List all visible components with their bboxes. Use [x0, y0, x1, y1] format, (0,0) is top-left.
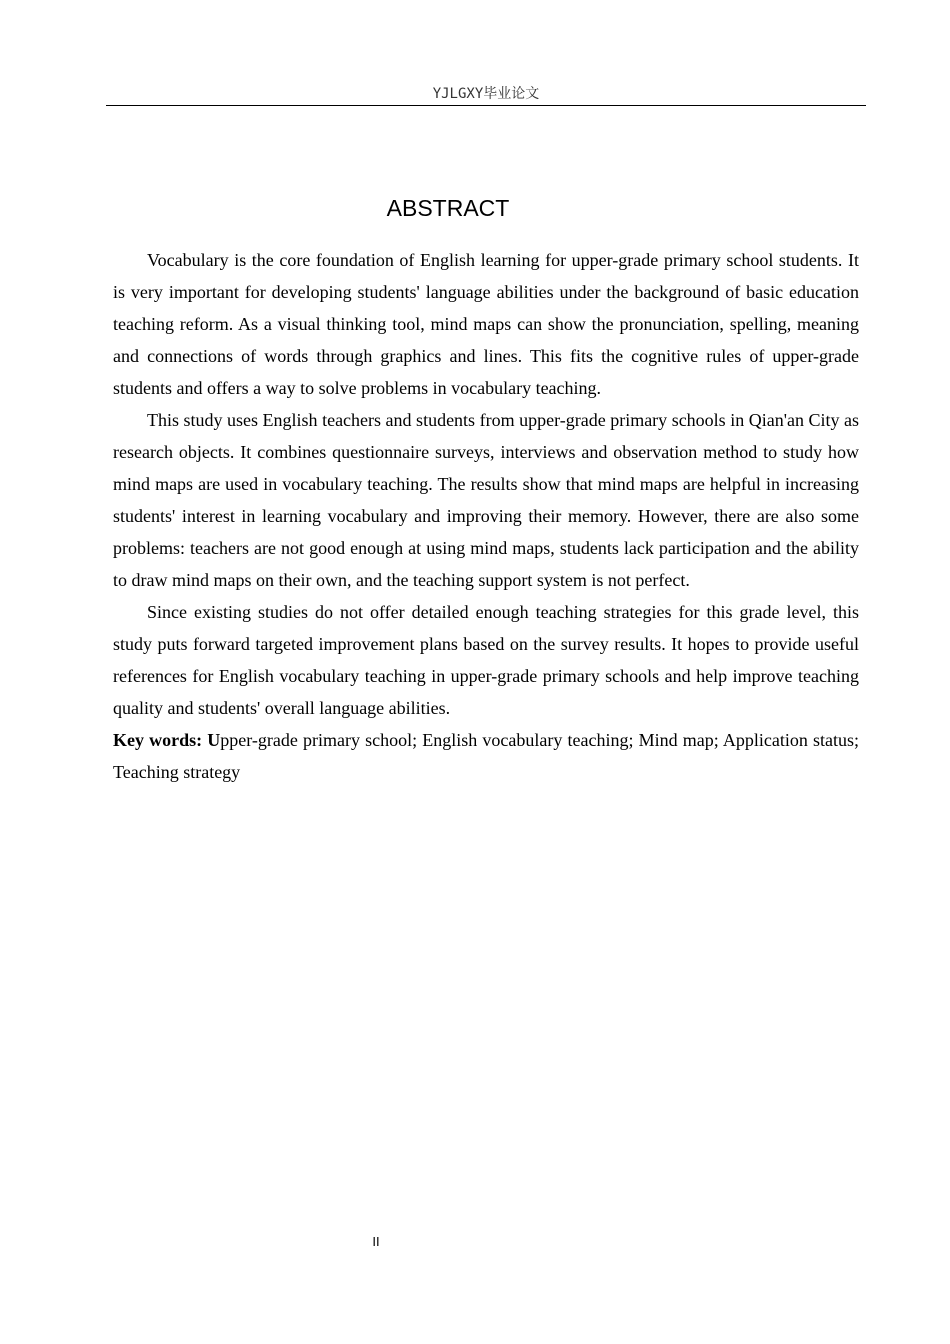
- page-header: [106, 84, 866, 106]
- abstract-paragraph-1: Vocabulary is the core foundation of English learning for upper-grade primary school students. It is very important for developing students' language abilities under the background of basic education teaching reform. As a visual thinking tool, mind maps can show the pronunciation, spelling, meaning and connections of words through graphics and lines. This fits the cognitive rules of upper-grade students and offers a way to solve problems in vocabulary teaching.: [113, 250, 859, 398]
- keywords-initial: U: [207, 730, 221, 750]
- page-number: II: [372, 1234, 380, 1249]
- header-text: YJLGXY毕业论文: [432, 86, 540, 102]
- keywords-text: pper-grade primary school; English vocabulary teaching; Mind map; Application status; Teaching strategy: [113, 730, 859, 782]
- keywords-line: [113, 724, 859, 788]
- abstract-body: [113, 244, 859, 788]
- abstract-paragraph-3: Since existing studies do not offer detailed enough teaching strategies for this grade level, this study puts forward targeted improvement plans based on the survey results. It hopes to provide useful references for English vocabulary teaching in upper-grade primary schools and help improve teaching quality and students' overall language abilities.: [113, 602, 859, 718]
- abstract-title: ABSTRACT: [386, 195, 510, 222]
- abstract-paragraph-2: This study uses English teachers and students from upper-grade primary schools in Qian'an City as research objects. It combines questionnaire surveys, interviews and observation method to study how mind maps are used in vocabulary teaching. The results show that mind maps are helpful in increasing students' interest in learning vocabulary and improving their memory. However, there are also some problems: teachers are not good enough at using mind maps, students lack participation and the ability to draw mind maps on their own, and the teaching support system is not perfect.: [113, 410, 859, 590]
- keywords-label: Key words:: [113, 730, 203, 750]
